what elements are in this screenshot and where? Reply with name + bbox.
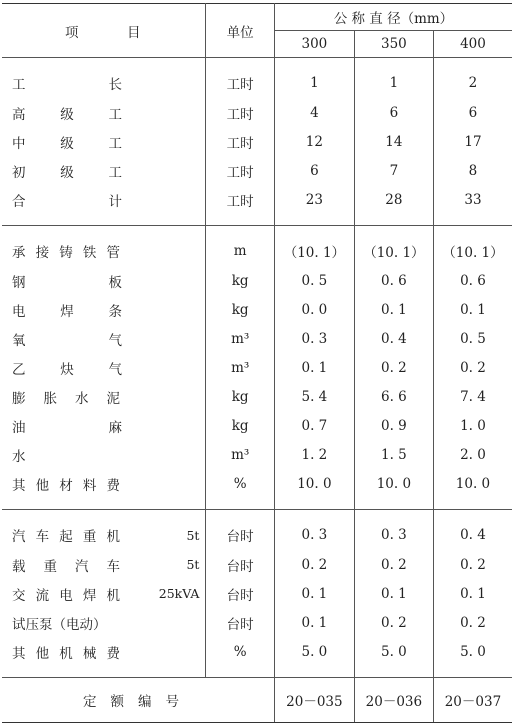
materials-row [2, 353, 512, 382]
item-name-cell [2, 608, 206, 637]
item-name-char: 钢 [12, 274, 26, 291]
item-name-char: 承 [12, 245, 26, 261]
value-cell: 2 [433, 58, 512, 99]
item-name-char: 车 [35, 529, 50, 545]
value-cell: 0. 2 [460, 359, 486, 376]
item-name-char: 气 [108, 332, 122, 349]
item-name-char: 中 [12, 135, 26, 152]
item-spec: 25kVA [158, 586, 200, 601]
value-cell: 0. 2 [460, 614, 486, 631]
item-name-char: 工 [108, 164, 122, 181]
unit-text: kg [231, 388, 249, 405]
item-name-char: 条 [108, 303, 122, 320]
item-name-char: 电 [59, 587, 73, 604]
value-cell: 0. 1 [354, 579, 433, 608]
labor-row [2, 58, 512, 99]
item-name-char: 电 [12, 303, 26, 320]
item-name-cell [2, 579, 206, 608]
unit-cell [206, 156, 274, 185]
item-name-cell [2, 185, 206, 226]
item-name [12, 642, 120, 662]
item-name-char: 工 [108, 135, 122, 152]
item-name-char: 工 [108, 106, 122, 123]
value-cell: （10. 1） [274, 226, 354, 267]
materials-row [2, 266, 512, 295]
unit-text: % [233, 476, 247, 492]
value-cell: 4 [274, 98, 354, 127]
unit-text: 台时 [226, 616, 254, 633]
value-cell: 6 [274, 156, 354, 185]
item-name-char: 载 [12, 558, 26, 575]
item-name-char: 机 [106, 529, 120, 545]
item-name-char: 焊 [60, 303, 74, 320]
item-name-wrap [12, 329, 199, 349]
unit-cell [206, 550, 274, 579]
item-name-char: 他 [35, 646, 50, 662]
item-name-char: 水 [75, 390, 89, 407]
unit-text: 工时 [226, 77, 254, 93]
item-name-cell [2, 226, 206, 267]
item-name-char: 长 [108, 77, 122, 93]
item-name [12, 525, 120, 545]
value-cell: 1. 2 [274, 440, 354, 469]
item-name-cell [2, 440, 206, 469]
value-cell: （10. 1） [354, 226, 433, 267]
item-name-char: 起 [59, 529, 73, 545]
unit-cell [206, 324, 274, 353]
item-name-wrap [12, 300, 199, 320]
value-cell: 0. 7 [274, 411, 354, 440]
value-cell: 0. 3 [274, 324, 354, 353]
item-name-wrap [12, 132, 199, 152]
value-cell: 0. 5 [460, 330, 486, 347]
item-name-wrap [12, 73, 199, 93]
unit-text: 工时 [226, 135, 254, 152]
item-name-char: 汽 [12, 529, 26, 545]
item-name-char: 初 [12, 164, 26, 181]
item-name-char: 级 [60, 135, 74, 152]
value-cell: 0. 2 [354, 550, 433, 579]
unit-text: 工时 [226, 106, 254, 123]
item-name-char: 交 [12, 587, 26, 604]
item-name-wrap [12, 642, 199, 662]
value-cell: 6 [354, 98, 433, 127]
value-cell: 1. 0 [460, 417, 486, 434]
item-name-wrap [12, 161, 199, 181]
value-cell: 0. 1 [274, 353, 354, 382]
value-cell: （10. 1） [433, 226, 512, 267]
item-name-char: 级 [60, 164, 74, 181]
item-name-cell [2, 156, 206, 185]
quota-code: 20－035 [274, 678, 354, 723]
value-cell: 0. 1 [354, 295, 433, 324]
item-name-cell [2, 58, 206, 99]
item-name-char: 械 [82, 646, 97, 662]
item-name-char: 泥 [106, 390, 120, 407]
item-name-char: 汽 [75, 558, 89, 575]
value-cell: 6 [468, 104, 478, 121]
unit-cell [206, 226, 274, 267]
item-name-wrap [12, 387, 199, 407]
item-name-char: 料 [82, 478, 97, 494]
item-name-char: 材 [59, 478, 73, 494]
unit-text: kg [231, 272, 249, 289]
header-row-1 [2, 4, 512, 31]
value-cell: 0. 1 [460, 585, 486, 602]
machinery-row [2, 510, 512, 551]
item-name-char: 炔 [60, 361, 74, 378]
unit-text: m³ [231, 330, 250, 347]
unit-cell [206, 353, 274, 382]
item-name-char: 麻 [108, 419, 122, 436]
item-name-char: 氧 [12, 332, 26, 349]
unit-cell [206, 127, 274, 156]
unit-text: 台时 [226, 587, 254, 604]
item-name [12, 190, 122, 210]
item-name-char: 工 [12, 77, 26, 93]
item-name-wrap [12, 241, 199, 261]
item-name-cell [2, 266, 206, 295]
item-name-wrap [12, 584, 199, 604]
item-spec: 5t [186, 557, 200, 572]
unit-text: kg [231, 301, 249, 318]
item-name-wrap [12, 416, 199, 436]
labor-row [2, 156, 512, 185]
item-name [12, 387, 120, 407]
value-cell: 5. 0 [274, 637, 354, 678]
value-cell: 1 [354, 58, 433, 99]
unit-cell [206, 637, 274, 678]
unit-text: m³ [231, 446, 250, 463]
item-name-char: 他 [35, 478, 50, 494]
value-cell: 14 [354, 127, 433, 156]
value-cell: 23 [274, 185, 354, 226]
value-cell: 0. 5 [274, 266, 354, 295]
value-cell: 5. 4 [274, 382, 354, 411]
item-name-char: 计 [108, 194, 122, 210]
item-name-wrap [12, 271, 199, 291]
materials-row [2, 469, 512, 510]
item-name-cell [2, 353, 206, 382]
item-name-char: 管 [106, 245, 120, 261]
unit-cell [206, 469, 274, 510]
value-cell: 0. 1 [274, 579, 354, 608]
value-cell: 1. 5 [354, 440, 433, 469]
item-name-char: 费 [106, 646, 120, 662]
value-cell: 10. 0 [354, 469, 433, 510]
unit-cell [206, 411, 274, 440]
item-name: 试压泵（电动） [12, 616, 107, 633]
value-cell: 6. 6 [354, 382, 433, 411]
header-size-350: 350 [354, 31, 433, 58]
item-name-char: 气 [108, 361, 122, 378]
item-name-char: 板 [108, 274, 122, 291]
item-name [12, 329, 122, 349]
machinery-row [2, 550, 512, 579]
item-name-cell [2, 510, 206, 551]
value-cell: 0. 9 [354, 411, 433, 440]
unit-text: m³ [231, 359, 250, 376]
machinery-row [2, 637, 512, 678]
unit-text: 工时 [226, 194, 254, 210]
item-name-wrap [12, 358, 199, 378]
value-cell: 0. 1 [274, 608, 354, 637]
value-cell: 33 [464, 192, 482, 208]
item-name [12, 416, 122, 436]
item-name-char: 接 [35, 245, 50, 261]
value-cell: 0. 2 [354, 608, 433, 637]
item-name [12, 132, 122, 152]
unit-cell [206, 440, 274, 469]
value-cell: 0. 0 [274, 295, 354, 324]
materials-row [2, 411, 512, 440]
item-name-cell [2, 295, 206, 324]
value-cell: 0. 3 [274, 510, 354, 551]
item-name-cell [2, 127, 206, 156]
value-cell: 0. 2 [460, 556, 486, 573]
item-name-char: 费 [106, 478, 120, 494]
item-name [12, 241, 120, 261]
item-name-wrap [12, 525, 199, 545]
item-name [12, 555, 120, 575]
item-name-char: 乙 [12, 361, 26, 378]
unit-text: 台时 [226, 558, 254, 575]
item-name [12, 474, 120, 494]
item-name-cell [2, 98, 206, 127]
item-name [12, 358, 122, 378]
item-name-char: 其 [12, 478, 26, 494]
item-name-char: 合 [12, 194, 26, 210]
unit-cell [206, 58, 274, 99]
value-cell: 10. 0 [274, 469, 354, 510]
value-cell: 7. 4 [460, 388, 486, 405]
value-cell: 0. 2 [274, 550, 354, 579]
value-cell: 0. 1 [460, 301, 486, 318]
item-name-char: 胀 [43, 390, 57, 407]
unit-text: % [233, 644, 247, 660]
item-name-wrap [12, 190, 199, 210]
machinery-row [2, 608, 512, 637]
materials-row [2, 295, 512, 324]
item-name [12, 103, 122, 123]
header-size-300: 300 [274, 31, 354, 58]
item-name [12, 584, 120, 604]
item-name [12, 300, 122, 320]
unit-cell [206, 608, 274, 637]
item-name [12, 73, 122, 93]
unit-cell [206, 295, 274, 324]
item-name-wrap [12, 445, 199, 465]
item-name-char: 机 [106, 587, 120, 604]
value-cell: 0. 4 [433, 510, 512, 551]
value-cell: 10. 0 [455, 476, 491, 492]
item-name-cell [2, 469, 206, 510]
unit-text: 工时 [226, 164, 254, 181]
item-name-cell [2, 382, 206, 411]
value-cell: 7 [354, 156, 433, 185]
item-name-char: 铁 [82, 245, 97, 261]
footer-row [2, 678, 512, 723]
item-name-wrap [12, 474, 199, 494]
item-spec: 5t [186, 527, 200, 543]
unit-cell [206, 579, 274, 608]
item-name-cell [2, 637, 206, 678]
item-name-char: 油 [12, 419, 26, 436]
value-cell: 17 [464, 133, 482, 150]
materials-row [2, 226, 512, 267]
value-cell: 0. 6 [354, 266, 433, 295]
materials-row [2, 440, 512, 469]
labor-row [2, 127, 512, 156]
item-name-char: 级 [60, 106, 74, 123]
item-name-char: 高 [12, 106, 26, 123]
item-name-wrap [12, 103, 199, 123]
labor-row [2, 185, 512, 226]
header-item: 项 目 [2, 4, 206, 58]
item-name-char: 其 [12, 646, 26, 662]
labor-row [2, 98, 512, 127]
item-name-char: 重 [43, 558, 57, 575]
value-cell: 0. 4 [354, 324, 433, 353]
item-name-cell [2, 411, 206, 440]
item-name-char: 流 [35, 587, 50, 604]
unit-cell [206, 98, 274, 127]
value-cell: 1 [274, 58, 354, 99]
item-name-char: 重 [82, 529, 97, 545]
item-name: 水 [12, 448, 26, 465]
value-cell: 28 [354, 185, 433, 226]
item-name-cell [2, 324, 206, 353]
unit-cell [206, 266, 274, 295]
item-name-char: 机 [59, 646, 73, 662]
value-cell: 8 [468, 162, 478, 179]
unit-text: m [233, 243, 247, 259]
value-cell: 5. 0 [354, 637, 433, 678]
unit-cell [206, 185, 274, 226]
value-cell: 2. 0 [460, 446, 486, 463]
item-name [12, 271, 122, 291]
item-name-char: 车 [106, 558, 120, 575]
value-cell: 5. 0 [460, 644, 486, 660]
materials-row [2, 382, 512, 411]
item-name-cell [2, 550, 206, 579]
item-name-char: 铸 [59, 245, 73, 261]
value-cell: 0. 3 [354, 510, 433, 551]
header-unit: 单位 [206, 4, 274, 58]
materials-row [2, 324, 512, 353]
value-cell: 12 [274, 127, 354, 156]
item-name-char: 焊 [82, 587, 97, 604]
unit-cell [206, 382, 274, 411]
header-size-400: 400 [460, 36, 486, 52]
quota-code: 20－037 [433, 678, 512, 723]
header-diameter-group: 公 称 直 径（mm） [274, 4, 512, 31]
quota-table [2, 3, 512, 723]
unit-text: 台时 [226, 529, 254, 545]
quota-code: 20－036 [354, 678, 433, 723]
value-cell: 0. 2 [354, 353, 433, 382]
footer-label: 定额编号 [2, 678, 274, 723]
unit-text: kg [231, 417, 249, 434]
machinery-row [2, 579, 512, 608]
item-name-wrap [12, 555, 199, 575]
item-name [12, 161, 122, 181]
item-name-wrap [12, 613, 199, 633]
unit-cell [206, 510, 274, 551]
value-cell: 0. 6 [460, 272, 486, 289]
item-name-char: 膨 [12, 390, 26, 407]
